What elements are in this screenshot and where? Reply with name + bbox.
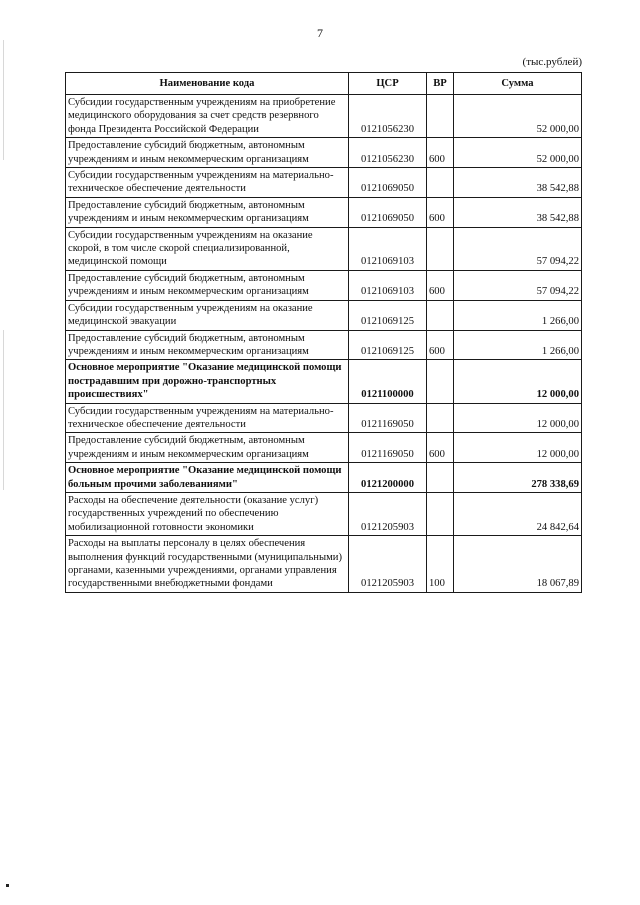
cell-vr (427, 95, 454, 138)
cell-sum: 12 000,00 (454, 403, 582, 433)
cell-vr: 600 (427, 330, 454, 360)
cell-vr (427, 463, 454, 493)
table-body (66, 95, 582, 593)
cell-csr: 0121069050 (349, 197, 427, 227)
cell-sum: 1 266,00 (454, 330, 582, 360)
cell-sum: 38 542,88 (454, 168, 582, 198)
cell-name: Основное мероприятие "Оказание медицинской помощи больным прочими заболеваниями" (66, 463, 349, 493)
cell-vr (427, 360, 454, 403)
table-row (66, 492, 582, 535)
cell-vr (427, 168, 454, 198)
cell-csr: 0121200000 (349, 463, 427, 493)
table-row (66, 433, 582, 463)
margin-dot (6, 884, 9, 887)
cell-vr: 100 (427, 536, 454, 593)
units-label: (тыс.рублей) (522, 56, 582, 68)
cell-vr: 600 (427, 197, 454, 227)
cell-csr: 0121169050 (349, 403, 427, 433)
cell-vr: 600 (427, 138, 454, 168)
table-row (66, 168, 582, 198)
cell-csr: 0121056230 (349, 138, 427, 168)
page-number: 7 (317, 26, 323, 40)
cell-csr: 0121100000 (349, 360, 427, 403)
cell-name: Расходы на обеспечение деятельности (оказание услуг) государственных учреждений по обеспечению мобилизационной готовности экономики (66, 492, 349, 535)
cell-name: Субсидии государственным учреждениям на оказание скорой, в том числе скорой специализированной, медицинской помощи (66, 227, 349, 270)
cell-sum: 1 266,00 (454, 300, 582, 330)
cell-name: Предоставление субсидий бюджетным, автономным учреждениям и иным некоммерческим организациям (66, 433, 349, 463)
table-row (66, 270, 582, 300)
cell-csr: 0121205903 (349, 492, 427, 535)
table-row (66, 138, 582, 168)
cell-name: Субсидии государственным учреждениям на приобретение медицинского оборудования за счет средств резервного фонда Президента Российской Федерации (66, 95, 349, 138)
cell-sum: 12 000,00 (454, 360, 582, 403)
cell-csr: 0121069050 (349, 168, 427, 198)
cell-csr: 0121069103 (349, 227, 427, 270)
cell-sum: 52 000,00 (454, 138, 582, 168)
cell-vr: 600 (427, 433, 454, 463)
header-vr: ВР (427, 73, 454, 95)
cell-sum: 278 338,69 (454, 463, 582, 493)
table-row (66, 403, 582, 433)
cell-sum: 18 067,89 (454, 536, 582, 593)
cell-sum: 12 000,00 (454, 433, 582, 463)
cell-name: Субсидии государственным учреждениям на материально-техническое обеспечение деятельности (66, 403, 349, 433)
table-row (66, 300, 582, 330)
cell-vr (427, 403, 454, 433)
table-row (66, 197, 582, 227)
cell-sum: 57 094,22 (454, 227, 582, 270)
cell-name: Предоставление субсидий бюджетным, автономным учреждениям и иным некоммерческим организациям (66, 197, 349, 227)
cell-name: Предоставление субсидий бюджетным, автономным учреждениям и иным некоммерческим организациям (66, 138, 349, 168)
cell-csr: 0121069125 (349, 300, 427, 330)
cell-name: Предоставление субсидий бюджетным, автономным учреждениям и иным некоммерческим организациям (66, 270, 349, 300)
table-row (66, 360, 582, 403)
table-row (66, 536, 582, 593)
margin-scan-line (3, 40, 4, 160)
cell-csr: 0121069125 (349, 330, 427, 360)
table-header-row (66, 73, 582, 95)
cell-name: Субсидии государственным учреждениям на оказание медицинской эвакуации (66, 300, 349, 330)
table-row (66, 95, 582, 138)
header-sum: Сумма (454, 73, 582, 95)
cell-vr (427, 227, 454, 270)
table-row (66, 463, 582, 493)
cell-csr: 0121056230 (349, 95, 427, 138)
cell-csr: 0121205903 (349, 536, 427, 593)
cell-name: Предоставление субсидий бюджетным, автономным учреждениям и иным некоммерческим организациям (66, 330, 349, 360)
cell-sum: 52 000,00 (454, 95, 582, 138)
cell-vr (427, 300, 454, 330)
budget-table (65, 72, 582, 593)
cell-sum: 57 094,22 (454, 270, 582, 300)
margin-scan-line (3, 330, 4, 490)
table-row (66, 330, 582, 360)
cell-vr (427, 492, 454, 535)
cell-name: Основное мероприятие "Оказание медицинской помощи пострадавшим при дорожно-транспортных происшествиях" (66, 360, 349, 403)
cell-csr: 0121069103 (349, 270, 427, 300)
table-row (66, 227, 582, 270)
cell-vr: 600 (427, 270, 454, 300)
cell-name: Субсидии государственным учреждениям на материально-техническое обеспечение деятельности (66, 168, 349, 198)
header-csr: ЦСР (349, 73, 427, 95)
cell-name: Расходы на выплаты персоналу в целях обеспечения выполнения функций государственными (муниципальными) органами, казенными учреждениями, органами управления государственными внебюджетными фондами (66, 536, 349, 593)
cell-sum: 38 542,88 (454, 197, 582, 227)
cell-csr: 0121169050 (349, 433, 427, 463)
cell-sum: 24 842,64 (454, 492, 582, 535)
header-name: Наименование кода (66, 73, 349, 95)
